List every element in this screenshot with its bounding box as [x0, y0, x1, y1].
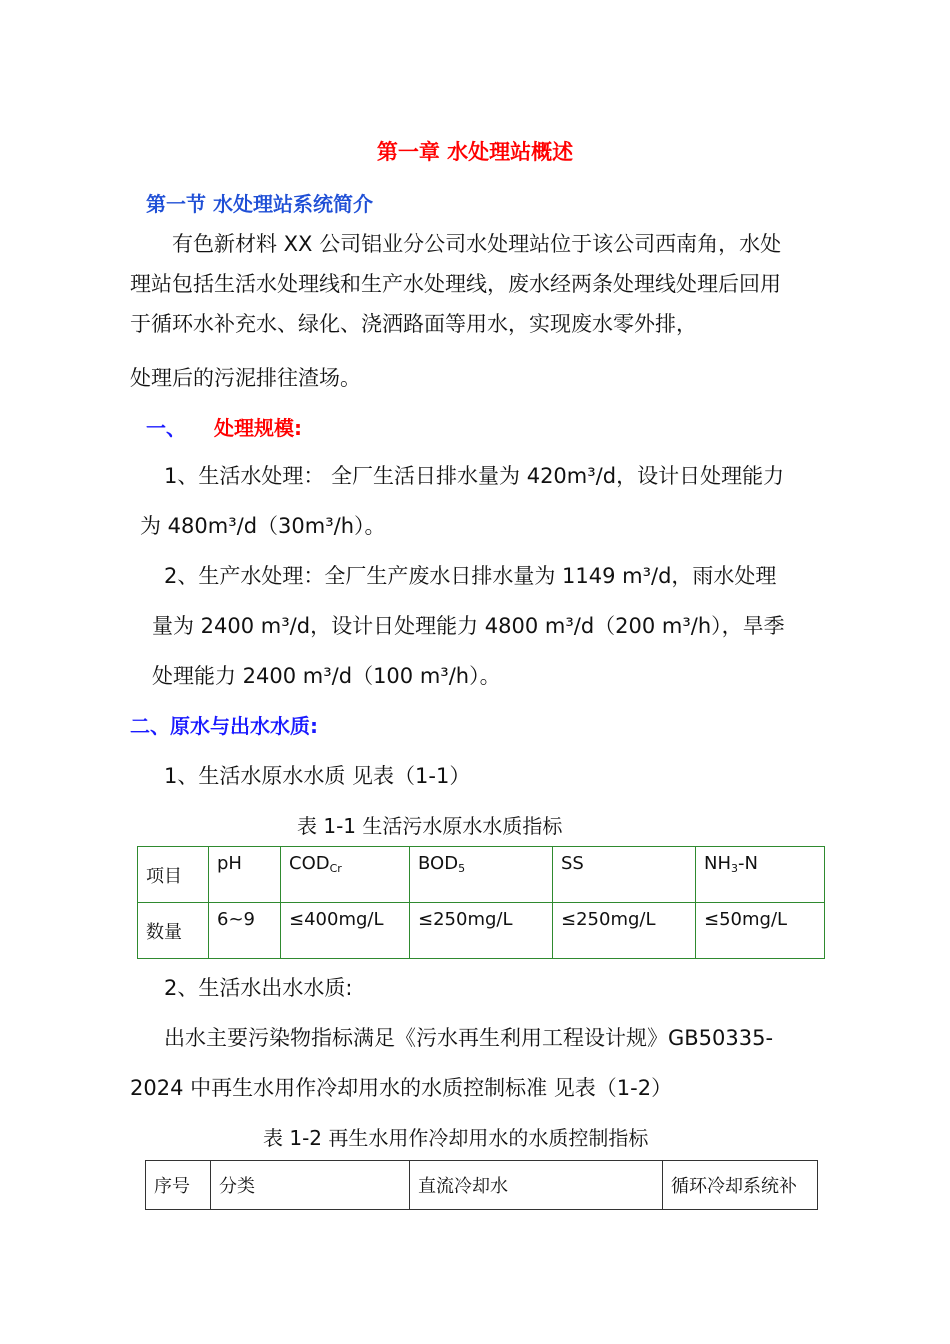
scale-item1-line1: 1、生活水处理： 全厂生活日排水量为 420m³/d，设计日处理能力	[164, 464, 785, 488]
section-title: 第一节 水处理站系统简介	[146, 192, 373, 216]
table2-header-row	[146, 1161, 818, 1210]
table1-row	[138, 903, 825, 959]
intro-line-1: 有色新材料 XX 公司铝业分公司水处理站位于该公司西南角，水处	[172, 232, 782, 256]
table2-header-cell: 序号	[146, 1161, 211, 1210]
table1-header-cod	[281, 847, 410, 903]
intro-line-4: 处理后的污泥排往渣场。	[130, 366, 361, 390]
quality-item1: 1、生活水原水水质 见表（1-1）	[164, 764, 471, 788]
table2-caption: 表 1-2 再生水用作冷却用水的水质控制指标	[263, 1126, 649, 1150]
scale-item2-line3: 处理能力 2400 m³/d（100 m³/h）。	[152, 664, 501, 688]
table1-cell: ≤250mg/L	[410, 903, 553, 959]
scale-heading-text: 处理规模:	[214, 416, 302, 440]
table1-header-label: 项目	[138, 847, 209, 903]
scale-item2-line2: 量为 2400 m³/d，设计日处理能力 4800 m³/d（200 m³/h），旱季	[152, 614, 785, 638]
table2-header-cell: 分类	[211, 1161, 410, 1210]
table1-header-ph: pH	[209, 847, 281, 903]
table1	[137, 846, 825, 959]
table1-cell: 数量	[138, 903, 209, 959]
table2-header-cell: 直流冷却水	[410, 1161, 663, 1210]
nh-subscript: 3	[731, 862, 738, 875]
scale-item1-line2: 为 480m³/d（30m³/h）。	[140, 514, 386, 538]
table1-header-bod	[410, 847, 553, 903]
table1-cell: ≤50mg/L	[696, 903, 825, 959]
quality-item2: 2、生活水出水水质:	[164, 976, 353, 1000]
nh-label: NH	[704, 853, 731, 874]
scale-heading	[146, 412, 302, 441]
nh-suffix: -N	[738, 853, 758, 874]
effluent-line1: 出水主要污染物指标满足《污水再生利用工程设计规》GB50335-	[164, 1026, 774, 1050]
scale-heading-index: 一、	[146, 416, 186, 440]
table1-caption: 表 1-1 生活污水原水水质指标	[297, 814, 563, 838]
intro-line-3: 于循环水补充水、绿化、浇洒路面等用水，实现废水零外排，	[130, 312, 697, 336]
cod-label: COD	[289, 853, 330, 874]
table1-header-nh3n	[696, 847, 825, 903]
table1-cell: ≤250mg/L	[553, 903, 696, 959]
table1-header-row	[138, 847, 825, 903]
chapter-title: 第一章 水处理站概述	[376, 140, 574, 164]
table1-cell: 6~9	[209, 903, 281, 959]
table1-cell: ≤400mg/L	[281, 903, 410, 959]
quality-heading: 二、原水与出水水质:	[130, 714, 318, 738]
effluent-line2: 2024 中再生水用作冷却用水的水质控制标准 见表（1-2）	[130, 1076, 673, 1100]
cod-subscript: Cr	[329, 862, 342, 875]
scale-item2-line1: 2、生产水处理：全厂生产废水日排水量为 1149 m³/d，雨水处理	[164, 564, 777, 588]
bod-label: BOD	[418, 853, 459, 874]
bod-subscript: 5	[458, 862, 466, 875]
table2-header-cell: 循环冷却系统补	[663, 1161, 818, 1210]
intro-line-2: 理站包括生活水处理线和生产水处理线，废水经两条处理线处理后回用	[130, 272, 781, 296]
table1-header-ss: SS	[553, 847, 696, 903]
table2	[145, 1160, 818, 1210]
